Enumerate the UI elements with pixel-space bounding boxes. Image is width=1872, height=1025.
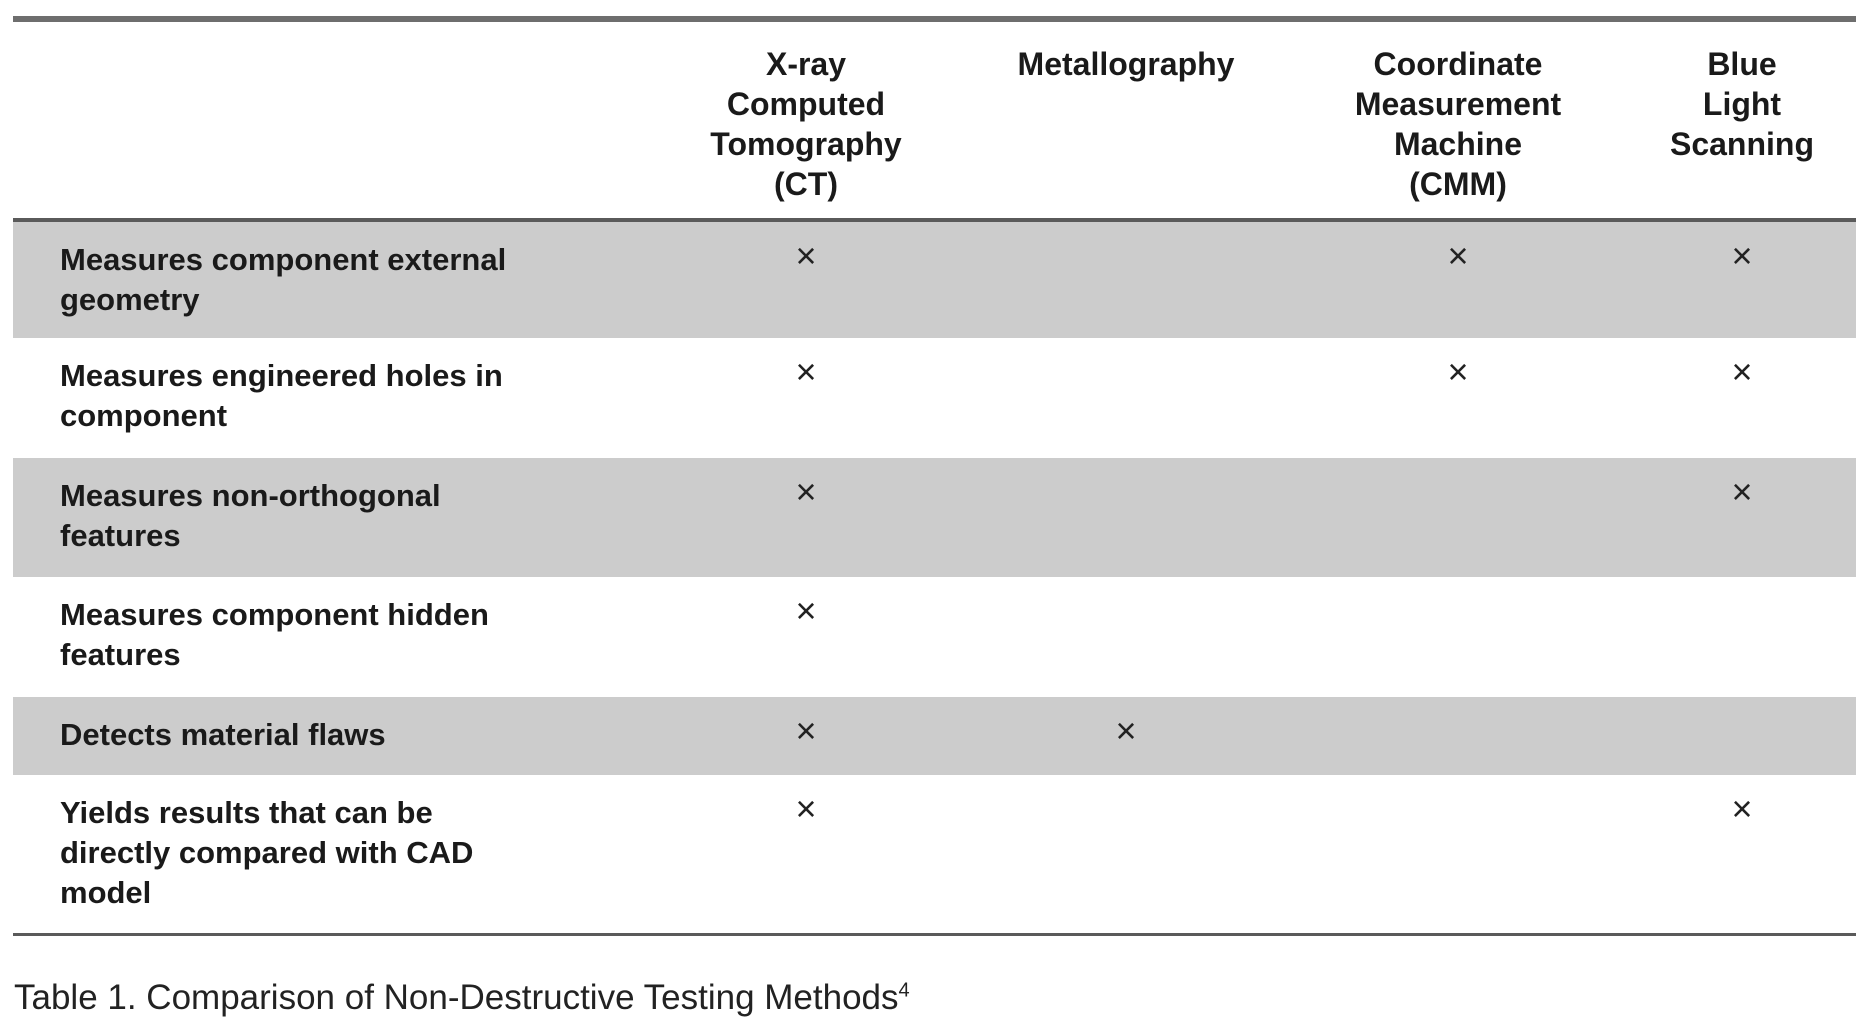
comparison-table bbox=[13, 16, 1856, 936]
row-label-line: Measures component external bbox=[60, 242, 507, 277]
check-mark-icon: × bbox=[795, 235, 817, 276]
header-line: Light bbox=[1702, 86, 1782, 122]
footnote-marker: 4 bbox=[898, 979, 910, 1002]
row-label bbox=[60, 356, 620, 436]
bottom-rule bbox=[13, 933, 1856, 936]
header-line: Blue bbox=[1707, 46, 1777, 82]
caption-text: Table 1. Comparison of Non-Destructive Testing Methods bbox=[14, 978, 899, 1017]
table-row bbox=[13, 222, 1856, 338]
header-line: X-ray bbox=[765, 46, 847, 82]
header-line: Machine bbox=[1393, 126, 1523, 162]
row-label bbox=[60, 240, 620, 320]
check-mark-icon: × bbox=[1731, 471, 1753, 512]
table-row bbox=[13, 577, 1856, 697]
check-mark-icon: × bbox=[1731, 235, 1753, 276]
row-label-line: directly compared with CAD bbox=[60, 835, 474, 870]
header-line: (CMM) bbox=[1409, 166, 1507, 202]
check-mark-icon: × bbox=[795, 788, 817, 829]
column-header-blue-light-scanning bbox=[1670, 44, 1814, 164]
table-header bbox=[13, 22, 1856, 218]
row-label-line: Measures engineered holes in bbox=[60, 358, 503, 393]
header-line: Measurement bbox=[1354, 86, 1562, 122]
row-label-line: features bbox=[60, 518, 181, 553]
table-row bbox=[13, 338, 1856, 458]
header-line: (CT) bbox=[774, 166, 838, 202]
check-mark-icon: × bbox=[795, 471, 817, 512]
check-mark-icon: × bbox=[1447, 351, 1469, 392]
header-line: Computed bbox=[726, 86, 886, 122]
row-label bbox=[60, 793, 620, 913]
row-label bbox=[60, 715, 620, 755]
table-caption bbox=[14, 978, 910, 1018]
row-label-line: features bbox=[60, 637, 181, 672]
check-mark-icon: × bbox=[1115, 710, 1137, 751]
row-label-line: Measures non-orthogonal bbox=[60, 478, 441, 513]
header-line: Metallography bbox=[1017, 46, 1235, 82]
header-line: Coordinate bbox=[1373, 46, 1543, 82]
check-mark-icon: × bbox=[795, 351, 817, 392]
row-label-line: Measures component hidden bbox=[60, 597, 489, 632]
column-header-ct bbox=[710, 44, 901, 204]
row-label bbox=[60, 595, 620, 675]
table-row bbox=[13, 458, 1856, 577]
check-mark-icon: × bbox=[1731, 788, 1753, 829]
table-row bbox=[13, 775, 1856, 933]
check-mark-icon: × bbox=[1731, 351, 1753, 392]
row-label-line: geometry bbox=[60, 282, 200, 317]
column-header-cmm bbox=[1355, 44, 1561, 204]
row-label bbox=[60, 476, 620, 556]
check-mark-icon: × bbox=[795, 710, 817, 751]
row-label-line: component bbox=[60, 398, 228, 433]
header-line: Tomography bbox=[710, 126, 902, 162]
check-mark-icon: × bbox=[1447, 235, 1469, 276]
row-label-line: model bbox=[60, 875, 152, 910]
column-header-metallography bbox=[1018, 44, 1235, 84]
check-mark-icon: × bbox=[795, 590, 817, 631]
row-label-line: Yields results that can be bbox=[60, 795, 433, 830]
row-label-line: Detects material flaws bbox=[60, 717, 386, 752]
header-line: Scanning bbox=[1669, 126, 1815, 162]
table-row bbox=[13, 697, 1856, 775]
